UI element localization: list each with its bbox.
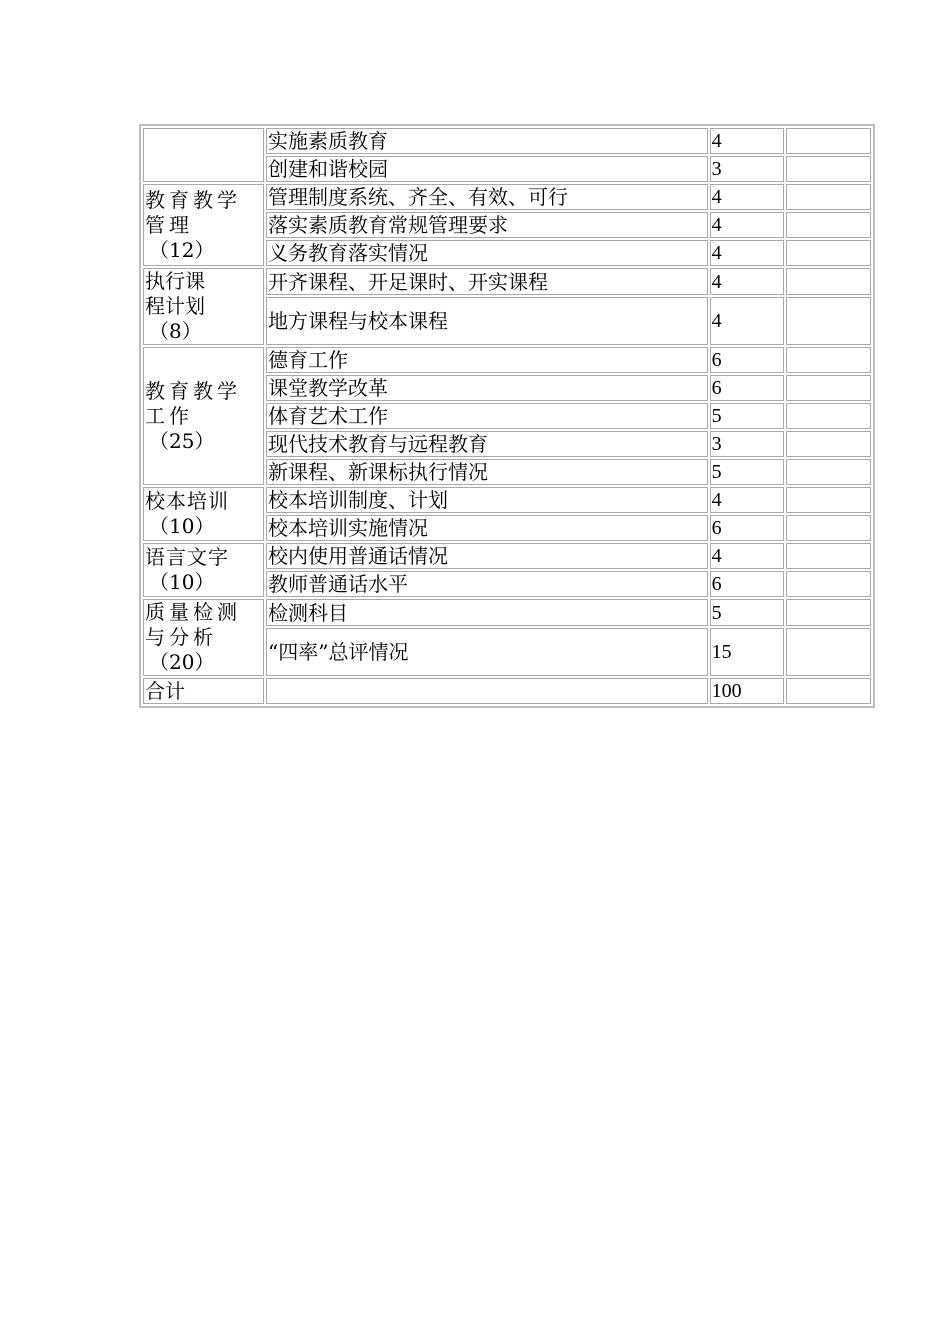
category-label: 教育教学管理	[145, 187, 241, 237]
score-cell: 4	[710, 128, 785, 154]
remark-cell	[786, 628, 871, 676]
category-cell	[143, 184, 264, 266]
item-cell: 检测科目	[266, 599, 708, 626]
category-cell	[143, 487, 264, 541]
category-cell	[143, 543, 264, 597]
item-cell: 义务教育落实情况	[266, 240, 708, 266]
remark-cell	[786, 375, 871, 401]
category-cell	[143, 128, 264, 182]
category-points: （20）	[149, 650, 215, 674]
remark-cell	[786, 678, 871, 704]
item-cell: 地方课程与校本课程	[266, 297, 708, 345]
category-cell	[143, 268, 264, 345]
item-cell: 新课程、新课标执行情况	[266, 459, 708, 485]
category-label: 教育教学工作	[145, 378, 241, 428]
remark-cell	[786, 403, 871, 429]
remark-cell	[786, 212, 871, 238]
remark-cell	[786, 240, 871, 266]
item-cell: 教师普通话水平	[266, 571, 708, 597]
table-row	[143, 487, 871, 513]
item-cell: 落实素质教育常规管理要求	[266, 212, 708, 238]
item-cell: 校本培训实施情况	[266, 515, 708, 541]
score-cell: 5	[710, 599, 785, 626]
score-cell: 6	[710, 515, 785, 541]
evaluation-table	[139, 124, 875, 708]
table-row	[143, 184, 871, 210]
remark-cell	[786, 543, 871, 569]
table-row	[143, 128, 871, 154]
item-cell: 管理制度系统、齐全、有效、可行	[266, 184, 708, 210]
remark-cell	[786, 347, 871, 373]
score-cell: 3	[710, 431, 785, 457]
remark-cell	[786, 297, 871, 345]
category-label: 执行课程计划	[145, 269, 205, 318]
category-cell	[143, 347, 264, 485]
total-label: 合计	[143, 678, 264, 704]
remark-cell	[786, 459, 871, 485]
remark-cell	[786, 487, 871, 513]
table-row	[143, 599, 871, 626]
score-cell: 15	[710, 628, 785, 676]
score-cell: 3	[710, 156, 785, 182]
category-cell	[143, 599, 264, 676]
total-item-cell	[266, 678, 708, 704]
remark-cell	[786, 599, 871, 626]
item-cell: 体育艺术工作	[266, 403, 708, 429]
score-cell: 5	[710, 459, 785, 485]
total-score: 100	[710, 678, 785, 704]
table-row	[143, 347, 871, 373]
score-cell: 4	[710, 184, 785, 210]
item-cell: 创建和谐校园	[266, 156, 708, 182]
remark-cell	[786, 268, 871, 295]
remark-cell	[786, 128, 871, 154]
score-cell: 4	[710, 543, 785, 569]
score-cell: 6	[710, 571, 785, 597]
score-cell: 4	[710, 268, 785, 295]
table-row	[143, 268, 871, 295]
score-cell: 5	[710, 403, 785, 429]
score-cell: 4	[710, 297, 785, 345]
item-cell: “四率”总评情况	[266, 628, 708, 676]
remark-cell	[786, 515, 871, 541]
item-cell: 课堂教学改革	[266, 375, 708, 401]
item-cell: 现代技术教育与远程教育	[266, 431, 708, 457]
score-cell: 4	[710, 240, 785, 266]
category-points: （8）	[149, 319, 202, 343]
score-cell: 4	[710, 212, 785, 238]
category-label: 校本培训	[145, 489, 229, 513]
score-cell: 6	[710, 347, 785, 373]
item-cell: 校本培训制度、计划	[266, 487, 708, 513]
category-points: （25）	[149, 428, 215, 453]
category-points: （10）	[149, 570, 215, 594]
item-cell: 开齐课程、开足课时、开实课程	[266, 268, 708, 295]
remark-cell	[786, 184, 871, 210]
remark-cell	[786, 571, 871, 597]
category-points: （10）	[149, 514, 215, 538]
category-points: （12）	[149, 237, 215, 262]
category-label: 质量检测与分析	[145, 600, 241, 649]
remark-cell	[786, 431, 871, 457]
item-cell: 德育工作	[266, 347, 708, 373]
item-cell: 实施素质教育	[266, 128, 708, 154]
remark-cell	[786, 156, 871, 182]
score-cell: 6	[710, 375, 785, 401]
table-row	[143, 543, 871, 569]
score-cell: 4	[710, 487, 785, 513]
item-cell: 校内使用普通话情况	[266, 543, 708, 569]
total-row	[143, 678, 871, 704]
category-label: 语言文字	[145, 545, 229, 569]
